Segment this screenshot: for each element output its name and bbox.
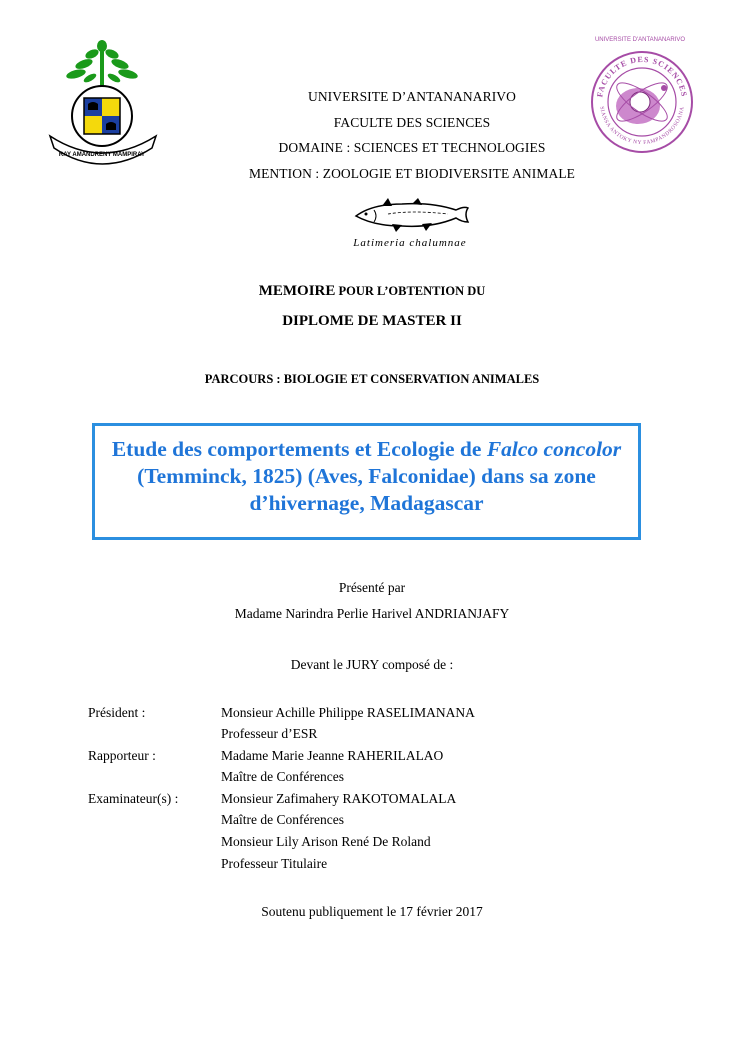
defense-date: Soutenu publiquement le 17 février 2017 bbox=[261, 904, 483, 919]
svg-text:FACULTE DES SCIENCES: FACULTE DES SCIENCES bbox=[595, 54, 689, 98]
university-name: UNIVERSITE D’ANTANANARIVO bbox=[307, 89, 517, 104]
jury-member-name: Monsieur Lily Arison René De Roland bbox=[221, 834, 431, 849]
author-name: Madame Narindra Perlie Harivel ANDRIANJAFY bbox=[234, 606, 510, 621]
title-part2: (Temminck, 1825) (Aves, Falconidae) dans sa zone d’hivernage, Madagascar bbox=[137, 464, 596, 515]
title-species: Falco concolor bbox=[486, 437, 622, 461]
svg-text:RAY AMANDRENY MAMPIRAY: RAY AMANDRENY MAMPIRAY bbox=[58, 152, 146, 158]
jury-role: Président : bbox=[88, 705, 146, 720]
jury-member-name: Madame Marie Jeanne RAHERILALAO bbox=[221, 748, 444, 763]
memoire-line bbox=[0, 283, 744, 300]
jury-member-title: Professeur d’ESR bbox=[221, 726, 318, 741]
domain-line: DOMAINE : SCIENCES ET TECHNOLOGIES bbox=[278, 140, 546, 155]
diplome-line: DIPLOME DE MASTER II bbox=[282, 313, 462, 329]
jury-member-name: Monsieur Achille Philippe RASELIMANANA bbox=[221, 705, 475, 720]
thesis-title bbox=[92, 436, 641, 517]
memoire-big: MEMOIRE bbox=[258, 283, 336, 299]
fish-caption: Latimeria chalumnae bbox=[353, 237, 467, 249]
svg-text:SIANSA ANTOKY NY FAMPANDROSOAN: SIANSA ANTOKY NY FAMPANDROSOANA bbox=[598, 106, 686, 147]
jury-role: Rapporteur : bbox=[88, 748, 156, 763]
title-part1: Etude des comportements et Ecologie de bbox=[111, 437, 487, 461]
jury-intro: Devant le JURY composé de : bbox=[290, 657, 454, 672]
memoire-small: POUR L’OBTENTION DU bbox=[335, 284, 486, 298]
right-logo-top-text: UNIVERSITE D'ANTANANARIVO bbox=[594, 37, 686, 43]
jury-member-title: Maître de Conférences bbox=[221, 769, 344, 784]
jury-role: Examinateur(s) : bbox=[88, 791, 179, 806]
mention-line: MENTION : ZOOLOGIE ET BIODIVERSITE ANIMALE bbox=[248, 166, 576, 181]
presented-by-label: Présenté par bbox=[338, 580, 406, 595]
jury-member-name: Monsieur Zafimahery RAKOTOMALALA bbox=[221, 791, 457, 806]
coelacanth-logo bbox=[352, 196, 472, 234]
parcours-line: PARCOURS : BIOLOGIE ET CONSERVATION ANIMALES bbox=[204, 372, 540, 386]
jury-member-title: Professeur Titulaire bbox=[221, 856, 328, 871]
jury-member-title: Maître de Conférences bbox=[221, 812, 344, 827]
faculty-name: FACULTE DES SCIENCES bbox=[333, 115, 491, 130]
